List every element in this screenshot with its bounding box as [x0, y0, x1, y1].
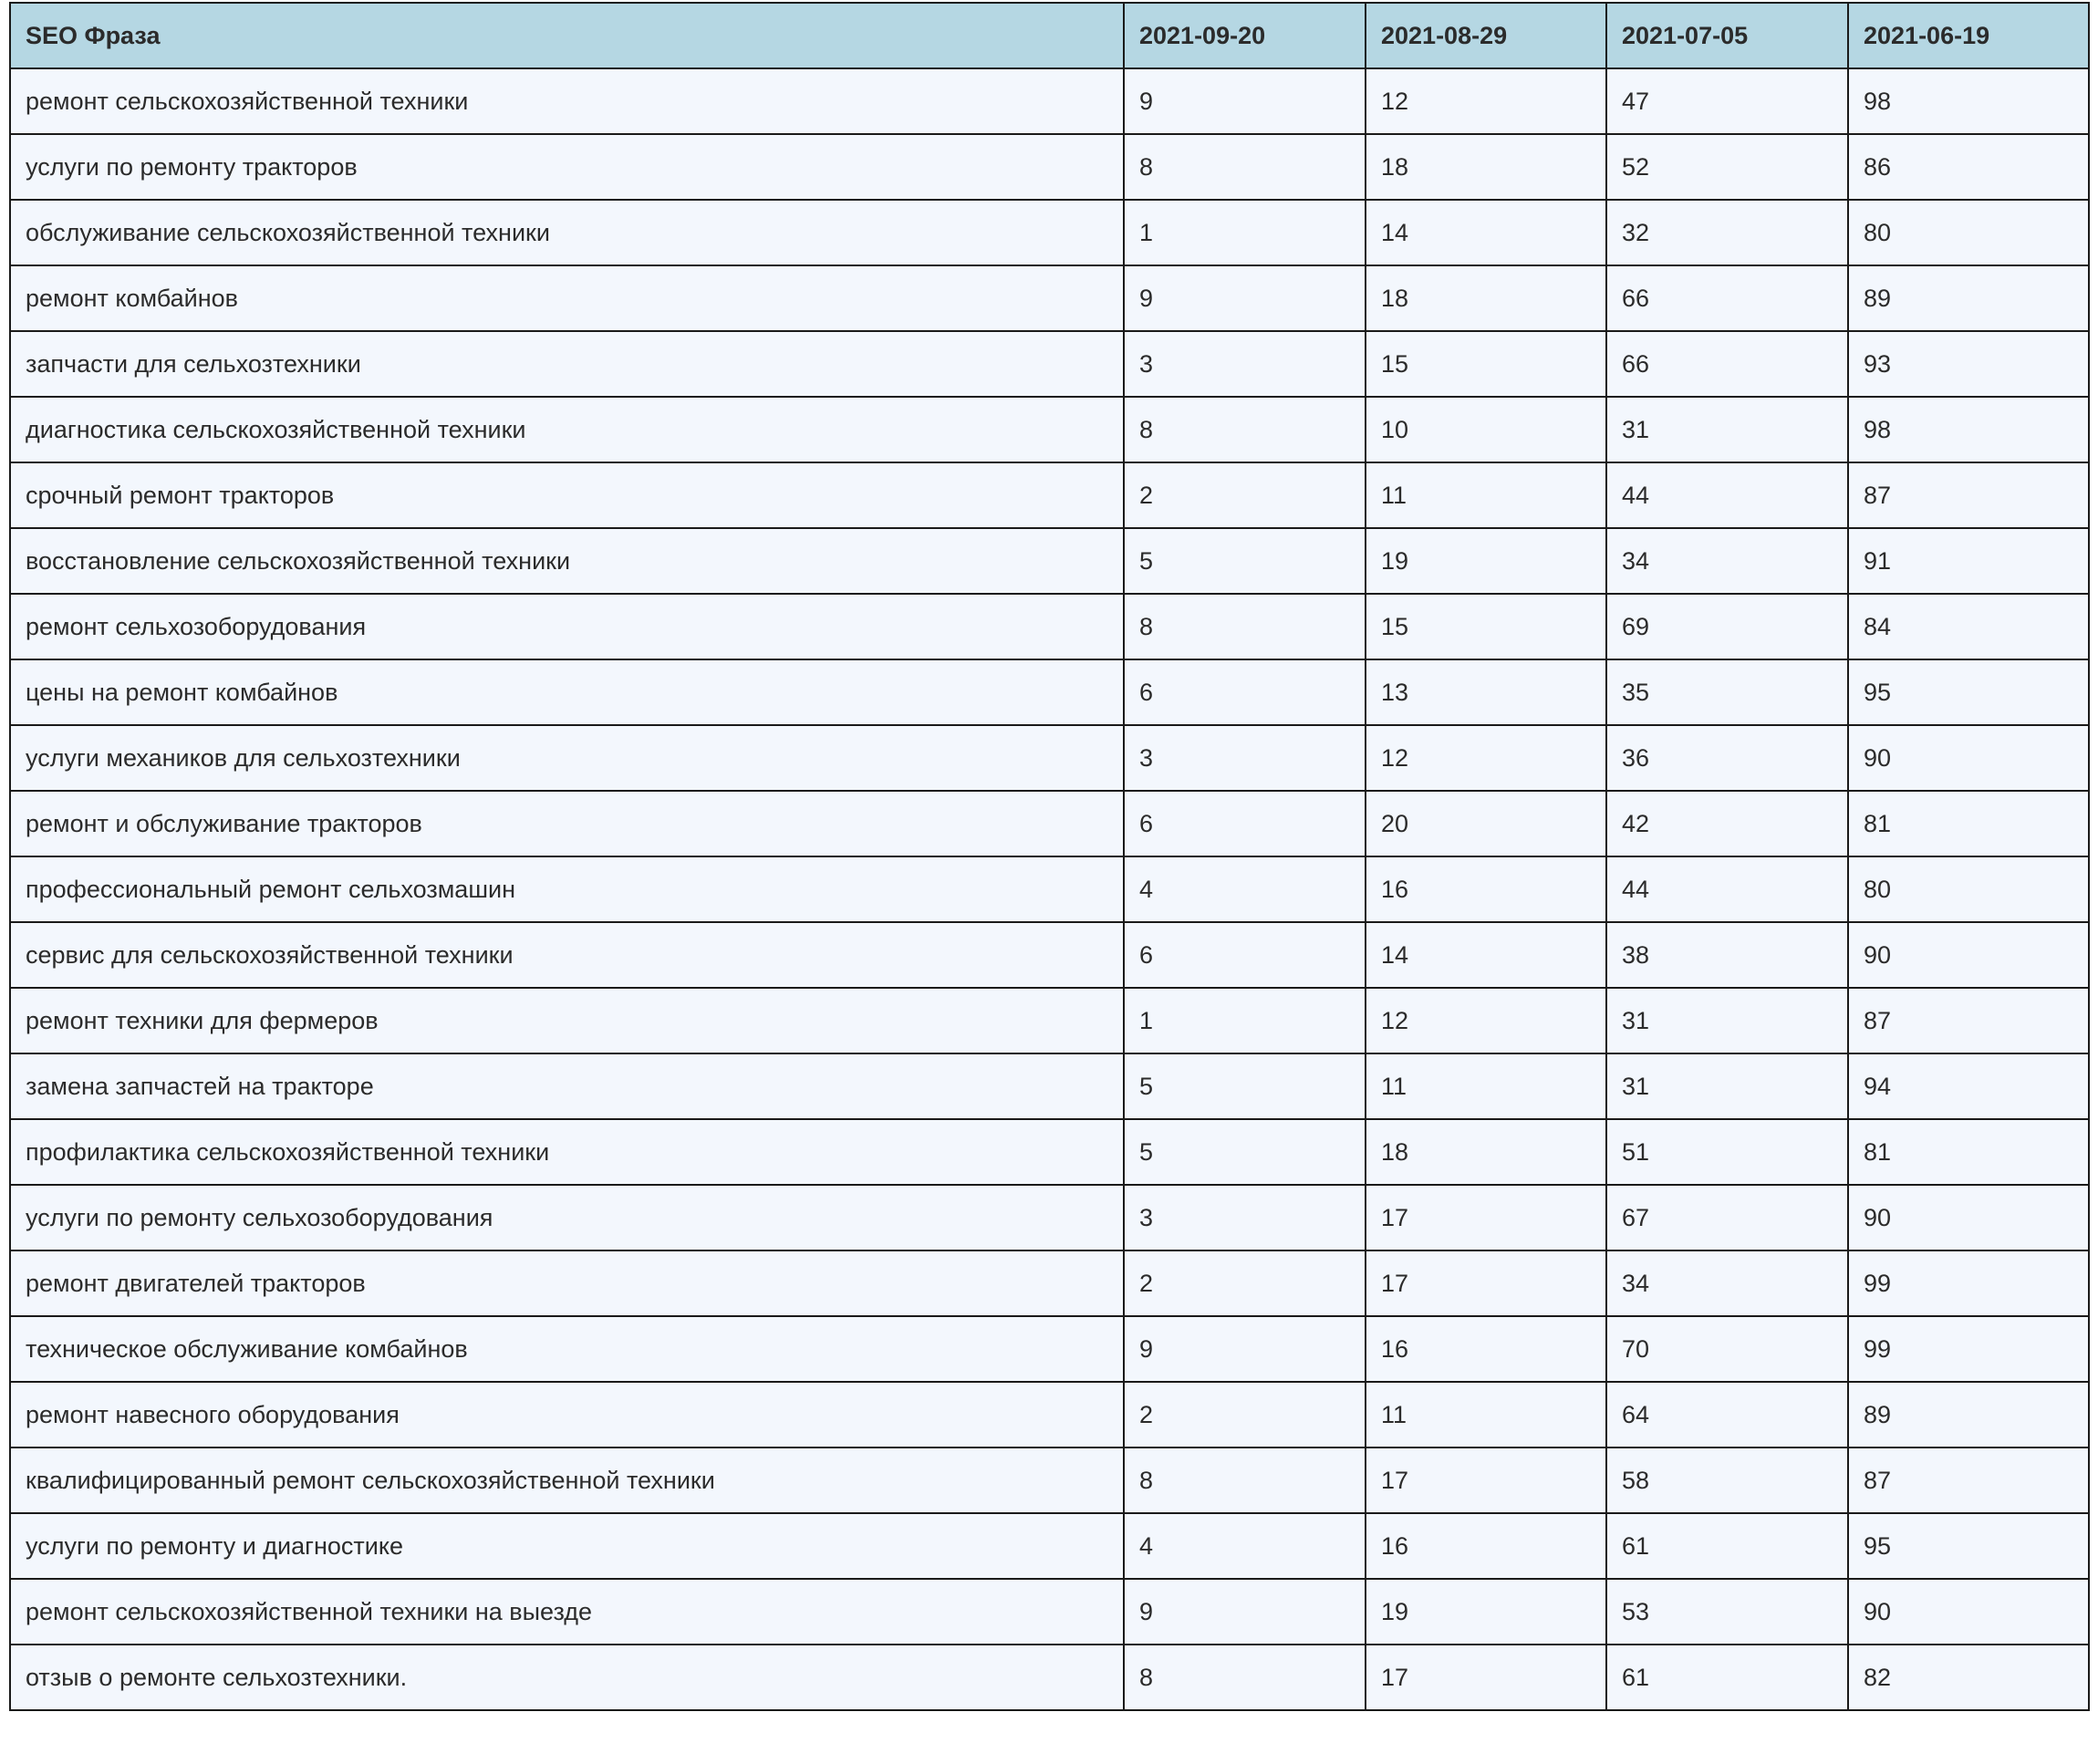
cell-seo-phrase: ремонт сельхозоборудования	[10, 594, 1124, 659]
cell-date-1: 4	[1124, 1513, 1366, 1579]
cell-date-3: 35	[1606, 659, 1848, 725]
cell-date-1: 6	[1124, 922, 1366, 988]
table-body	[10, 68, 2089, 1710]
cell-date-4: 86	[1848, 134, 2089, 200]
cell-seo-phrase: ремонт двигателей тракторов	[10, 1250, 1124, 1316]
cell-date-3: 58	[1606, 1448, 1848, 1513]
cell-seo-phrase: замена запчастей на тракторе	[10, 1053, 1124, 1119]
cell-date-4: 82	[1848, 1645, 2089, 1710]
table-row	[10, 1119, 2089, 1185]
cell-date-1: 8	[1124, 1448, 1366, 1513]
cell-date-1: 1	[1124, 200, 1366, 265]
cell-date-1: 6	[1124, 791, 1366, 856]
cell-seo-phrase: профессиональный ремонт сельхозмашин	[10, 856, 1124, 922]
cell-date-2: 18	[1366, 265, 1606, 331]
cell-date-3: 31	[1606, 1053, 1848, 1119]
cell-date-1: 5	[1124, 1053, 1366, 1119]
cell-date-3: 31	[1606, 988, 1848, 1053]
cell-date-3: 70	[1606, 1316, 1848, 1382]
cell-date-1: 6	[1124, 659, 1366, 725]
cell-date-4: 91	[1848, 528, 2089, 594]
cell-date-4: 80	[1848, 200, 2089, 265]
cell-date-3: 67	[1606, 1185, 1848, 1250]
cell-date-1: 8	[1124, 594, 1366, 659]
cell-date-2: 14	[1366, 922, 1606, 988]
cell-seo-phrase: услуги по ремонту и диагностике	[10, 1513, 1124, 1579]
cell-date-2: 20	[1366, 791, 1606, 856]
cell-date-1: 9	[1124, 1316, 1366, 1382]
cell-date-4: 89	[1848, 1382, 2089, 1448]
cell-date-3: 61	[1606, 1645, 1848, 1710]
table-row	[10, 68, 2089, 134]
cell-date-2: 19	[1366, 528, 1606, 594]
cell-seo-phrase: ремонт техники для фермеров	[10, 988, 1124, 1053]
cell-date-1: 9	[1124, 68, 1366, 134]
table-row	[10, 1053, 2089, 1119]
header-date-3: 2021-07-05	[1606, 3, 1848, 68]
cell-seo-phrase: ремонт сельскохозяйственной техники на выезде	[10, 1579, 1124, 1645]
cell-date-1: 5	[1124, 528, 1366, 594]
cell-seo-phrase: услуги по ремонту сельхозоборудования	[10, 1185, 1124, 1250]
cell-seo-phrase: обслуживание сельскохозяйственной техники	[10, 200, 1124, 265]
cell-date-2: 18	[1366, 134, 1606, 200]
header-row	[10, 3, 2089, 68]
cell-date-3: 44	[1606, 856, 1848, 922]
cell-date-3: 47	[1606, 68, 1848, 134]
cell-date-3: 66	[1606, 331, 1848, 397]
table-row	[10, 1250, 2089, 1316]
cell-seo-phrase: сервис для сельскохозяйственной техники	[10, 922, 1124, 988]
cell-date-4: 98	[1848, 68, 2089, 134]
cell-seo-phrase: техническое обслуживание комбайнов	[10, 1316, 1124, 1382]
cell-date-2: 11	[1366, 462, 1606, 528]
cell-seo-phrase: ремонт сельскохозяйственной техники	[10, 68, 1124, 134]
cell-date-4: 99	[1848, 1316, 2089, 1382]
cell-date-2: 19	[1366, 1579, 1606, 1645]
table-row	[10, 791, 2089, 856]
table-row	[10, 265, 2089, 331]
cell-date-2: 17	[1366, 1645, 1606, 1710]
cell-date-3: 69	[1606, 594, 1848, 659]
cell-date-4: 95	[1848, 1513, 2089, 1579]
header-date-1: 2021-09-20	[1124, 3, 1366, 68]
cell-date-3: 51	[1606, 1119, 1848, 1185]
cell-date-2: 12	[1366, 988, 1606, 1053]
cell-date-4: 90	[1848, 725, 2089, 791]
cell-date-2: 15	[1366, 594, 1606, 659]
cell-seo-phrase: квалифицированный ремонт сельскохозяйственной техники	[10, 1448, 1124, 1513]
table-row	[10, 397, 2089, 462]
table-row	[10, 1185, 2089, 1250]
cell-date-3: 31	[1606, 397, 1848, 462]
table-row	[10, 134, 2089, 200]
table-row	[10, 594, 2089, 659]
table-row	[10, 856, 2089, 922]
cell-date-4: 90	[1848, 922, 2089, 988]
cell-date-2: 16	[1366, 1316, 1606, 1382]
cell-date-2: 16	[1366, 856, 1606, 922]
cell-date-4: 98	[1848, 397, 2089, 462]
table-row	[10, 1513, 2089, 1579]
cell-date-4: 87	[1848, 462, 2089, 528]
cell-date-2: 17	[1366, 1250, 1606, 1316]
cell-date-3: 42	[1606, 791, 1848, 856]
table-row	[10, 528, 2089, 594]
seo-ranking-table-container	[9, 2, 2088, 1711]
cell-date-1: 2	[1124, 1250, 1366, 1316]
table-row	[10, 200, 2089, 265]
table-row	[10, 659, 2089, 725]
table-row	[10, 1579, 2089, 1645]
cell-date-4: 95	[1848, 659, 2089, 725]
cell-date-3: 44	[1606, 462, 1848, 528]
cell-seo-phrase: услуги механиков для сельхозтехники	[10, 725, 1124, 791]
cell-date-1: 3	[1124, 331, 1366, 397]
cell-date-4: 81	[1848, 1119, 2089, 1185]
cell-date-2: 10	[1366, 397, 1606, 462]
cell-date-1: 8	[1124, 134, 1366, 200]
cell-date-2: 16	[1366, 1513, 1606, 1579]
table-header	[10, 3, 2089, 68]
cell-date-3: 32	[1606, 200, 1848, 265]
cell-date-1: 3	[1124, 1185, 1366, 1250]
cell-seo-phrase: профилактика сельскохозяйственной техники	[10, 1119, 1124, 1185]
cell-date-3: 36	[1606, 725, 1848, 791]
cell-date-3: 34	[1606, 1250, 1848, 1316]
table-row	[10, 1382, 2089, 1448]
cell-date-2: 12	[1366, 68, 1606, 134]
cell-date-2: 15	[1366, 331, 1606, 397]
cell-seo-phrase: цены на ремонт комбайнов	[10, 659, 1124, 725]
cell-date-2: 17	[1366, 1448, 1606, 1513]
cell-date-3: 34	[1606, 528, 1848, 594]
cell-date-2: 18	[1366, 1119, 1606, 1185]
cell-date-2: 13	[1366, 659, 1606, 725]
table-row	[10, 462, 2089, 528]
table-row	[10, 1448, 2089, 1513]
cell-date-1: 8	[1124, 397, 1366, 462]
cell-seo-phrase: услуги по ремонту тракторов	[10, 134, 1124, 200]
table-row	[10, 331, 2089, 397]
cell-date-4: 90	[1848, 1579, 2089, 1645]
cell-date-4: 84	[1848, 594, 2089, 659]
header-seo-phrase: SEO Фраза	[10, 3, 1124, 68]
cell-date-1: 2	[1124, 462, 1366, 528]
cell-seo-phrase: отзыв о ремонте сельхозтехники.	[10, 1645, 1124, 1710]
table-row	[10, 988, 2089, 1053]
cell-date-1: 1	[1124, 988, 1366, 1053]
cell-date-2: 17	[1366, 1185, 1606, 1250]
cell-date-3: 52	[1606, 134, 1848, 200]
table-row	[10, 725, 2089, 791]
cell-date-4: 89	[1848, 265, 2089, 331]
cell-seo-phrase: диагностика сельскохозяйственной техники	[10, 397, 1124, 462]
cell-seo-phrase: ремонт комбайнов	[10, 265, 1124, 331]
cell-date-1: 3	[1124, 725, 1366, 791]
cell-date-3: 61	[1606, 1513, 1848, 1579]
cell-date-3: 64	[1606, 1382, 1848, 1448]
cell-seo-phrase: срочный ремонт тракторов	[10, 462, 1124, 528]
cell-date-1: 2	[1124, 1382, 1366, 1448]
cell-date-1: 5	[1124, 1119, 1366, 1185]
cell-date-1: 9	[1124, 1579, 1366, 1645]
cell-date-2: 12	[1366, 725, 1606, 791]
cell-date-4: 87	[1848, 1448, 2089, 1513]
table-row	[10, 1645, 2089, 1710]
cell-date-2: 11	[1366, 1053, 1606, 1119]
table-row	[10, 922, 2089, 988]
cell-date-4: 81	[1848, 791, 2089, 856]
cell-date-1: 8	[1124, 1645, 1366, 1710]
table-row	[10, 1316, 2089, 1382]
cell-seo-phrase: восстановление сельскохозяйственной техники	[10, 528, 1124, 594]
cell-seo-phrase: запчасти для сельхозтехники	[10, 331, 1124, 397]
cell-seo-phrase: ремонт навесного оборудования	[10, 1382, 1124, 1448]
seo-ranking-table	[9, 2, 2090, 1711]
header-date-2: 2021-08-29	[1366, 3, 1606, 68]
cell-date-2: 14	[1366, 200, 1606, 265]
cell-date-4: 87	[1848, 988, 2089, 1053]
cell-date-4: 90	[1848, 1185, 2089, 1250]
cell-seo-phrase: ремонт и обслуживание тракторов	[10, 791, 1124, 856]
cell-date-3: 38	[1606, 922, 1848, 988]
cell-date-2: 11	[1366, 1382, 1606, 1448]
cell-date-3: 53	[1606, 1579, 1848, 1645]
cell-date-3: 66	[1606, 265, 1848, 331]
cell-date-4: 80	[1848, 856, 2089, 922]
cell-date-1: 9	[1124, 265, 1366, 331]
header-date-4: 2021-06-19	[1848, 3, 2089, 68]
cell-date-1: 4	[1124, 856, 1366, 922]
cell-date-4: 99	[1848, 1250, 2089, 1316]
cell-date-4: 93	[1848, 331, 2089, 397]
cell-date-4: 94	[1848, 1053, 2089, 1119]
